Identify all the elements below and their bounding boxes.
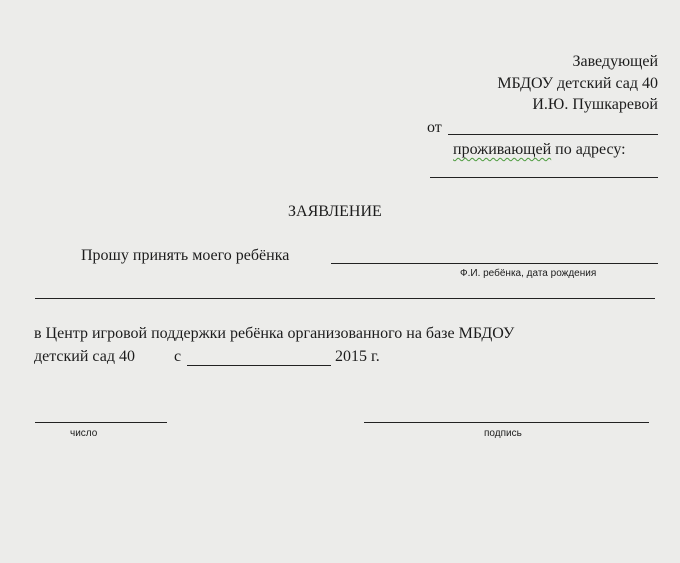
signature-line	[364, 422, 649, 423]
addressee-name: И.Ю. Пушкаревой	[532, 96, 658, 113]
address-blank-line	[430, 177, 658, 178]
residing-rest: по адресу:	[551, 141, 626, 158]
residing-address-label	[453, 141, 626, 159]
since-label: с	[174, 348, 182, 365]
year-text: 2015 г.	[335, 348, 380, 365]
addressee-title: Заведующей	[572, 53, 658, 70]
request-text: Прошу принять моего ребёнка	[81, 247, 290, 264]
from-blank-line	[448, 134, 658, 135]
residing-word: проживающей	[453, 141, 552, 158]
document-title: ЗАЯВЛЕНИЕ	[288, 203, 382, 220]
signature-caption: подпись	[484, 428, 522, 439]
addressee-organization: МБДОУ детский сад 40	[497, 75, 658, 92]
from-label: от	[427, 119, 442, 136]
child-caption: Ф.И. ребёнка, дата рождения	[460, 268, 597, 279]
center-text: в Центр игровой поддержки ребёнка организованного на базе МБДОУ	[34, 325, 515, 342]
kindergarten-text: детский сад 40	[34, 348, 135, 365]
date-line	[35, 422, 167, 423]
date-blank-line	[187, 365, 331, 366]
child-blank-line	[331, 263, 658, 264]
date-caption: число	[70, 428, 98, 439]
full-width-blank-line	[35, 298, 655, 299]
